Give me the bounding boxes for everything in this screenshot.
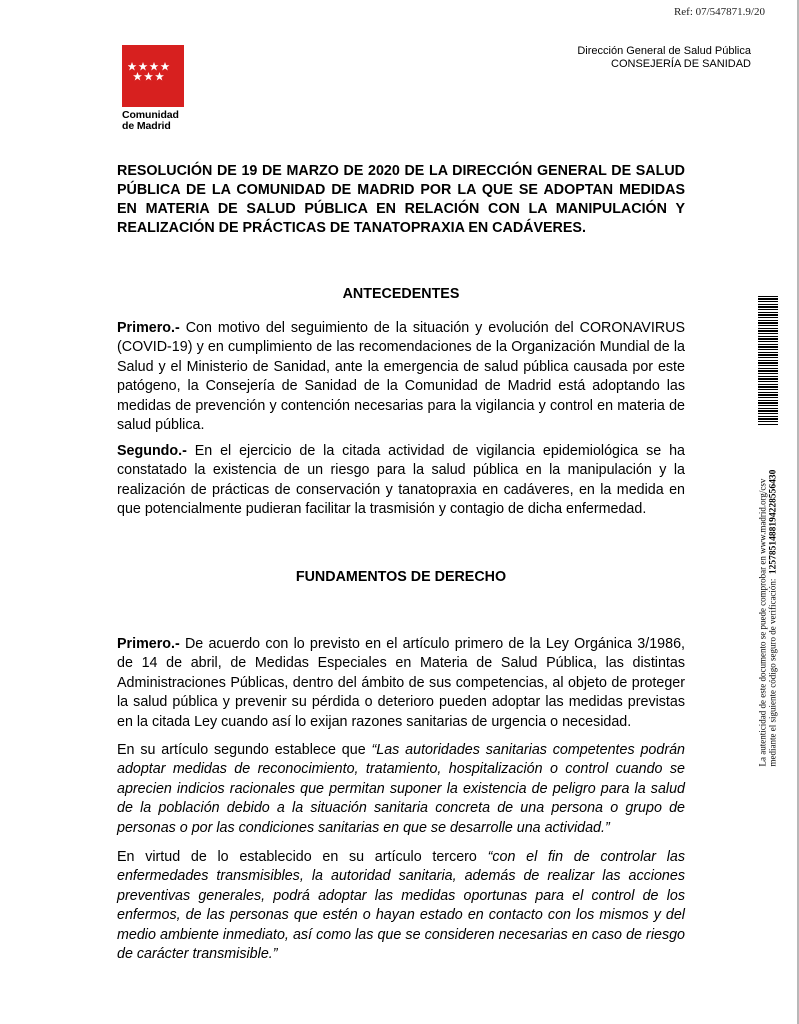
fundamentos-heading: FUNDAMENTOS DE DERECHO (295, 569, 507, 585)
antecedentes-paragraph-1 (117, 319, 685, 435)
paragraph-text: De acuerdo con lo previsto en el artículo primero de la Ley Orgánica 3/1986, de 14 de abril, de Medidas Especiales en Materia de Salud Pública, las distintas Administraciones Públicas, dentro del ámbito de sus competencias, al objeto de proteger la salud pública y prevenir su pérdida o deterioro pueden adoptar las medidas previstas en la citada Ley cuando así lo exijan razones sanitarias de urgencia o necesidad. (117, 636, 685, 730)
resolution-title: RESOLUCIÓN DE 19 DE MARZO DE 2020 DE LA DIRECCIÓN GENERAL DE SALUD PÚBLICA DE LA COMUNIDAD DE MADRID POR LA QUE SE ADOPTAN MEDIDAS EN MATERIA DE SALUD PÚBLICA EN RELACIÓN CON LA MANIPULACIÓN Y REALIZACIÓN DE PRÁCTICAS DE TANATOPRAXIA EN CADÁVERES. (117, 163, 685, 236)
verification-line-1: La autenticidad de este documento se puede comprobar en www.madrid.org/csv (757, 478, 768, 767)
paragraph-label: Segundo.- (117, 443, 187, 459)
ministry-name: CONSEJERÍA DE SANIDAD (611, 57, 751, 70)
logo-wordmark: Comunidad de Madrid (122, 109, 179, 132)
verification-line-2: mediante el siguiente código seguro de verificación: 1257851488194228556430 (767, 469, 779, 767)
paragraph-label: Primero.- (117, 320, 180, 336)
fundamentos-paragraph-1 (117, 635, 685, 732)
paragraph-text: En virtud de lo establecido en su artículo tercero (117, 849, 488, 865)
department-header (577, 45, 751, 70)
fundamentos-paragraph-2 (117, 741, 685, 838)
antecedentes-paragraph-2 (117, 442, 685, 520)
logo-flag (122, 45, 184, 107)
document-reference: Ref: 07/547871.9/20 (673, 6, 765, 18)
fundamentos-paragraph-3 (117, 848, 685, 964)
paragraph-text: Con motivo del seguimiento de la situación y evolución del CORONAVIRUS (COVID-19) y en cumplimiento de las recomendaciones de la Organización Mundial de la Salud y el Ministerio de Sanidad, ante la emergencia de salud pública causada por este patógeno, la Consejería de Sanidad de la Comunidad de Madrid está adoptando las medidas de prevención y contención necesarias para la vigilancia y control en materia de salud pública. (117, 320, 685, 434)
paragraph-label: Primero.- (117, 636, 180, 652)
verification-text (758, 347, 779, 767)
paragraph-text: En el ejercicio de la citada actividad de vigilancia epidemiológica se ha constatado la existencia de un riesgo para la salud pública en la manipulación y la realización de prácticas de conservación y tanatopraxia en cadáveres, en la medida en que potencialmente pudieran facilitar la trasmisión y contagio de dicha enfermedad. (117, 443, 685, 518)
verification-sidebar (757, 296, 799, 767)
quoted-text: “con el fin de controlar las enfermedades transmisibles, la autoridad sanitaria, además de realizar las acciones preventivas generales, podrá adoptar las medidas oportunas para el control de los enfermos, de las personas que estén o hayan estado en contacto con los mismos y del medio ambiente inmediato, así como las que se consideren necesarias en caso de riesgo de carácter transmisible.” (117, 849, 685, 963)
verification-code: 1257851488194228556430 (768, 469, 779, 575)
antecedentes-heading: ANTECEDENTES (342, 286, 460, 302)
department-name: Dirección General de Salud Pública (577, 45, 751, 57)
quoted-text: “Las autoridades sanitarias competentes podrán adoptar medidas de reconocimiento, tratamiento, hospitalización o control cuando se aprecien indicios racionales que permitan suponer la existencia de peligro para la salud de la población debido a la situación sanitaria concreta de una persona o grupo de personas o por las condiciones sanitarias en que se desarrolle una actividad.” (117, 742, 685, 836)
seven-stars-icon (128, 62, 180, 90)
paragraph-text: En su artículo segundo establece que (117, 742, 372, 758)
comunidad-de-madrid-logo (122, 45, 186, 132)
